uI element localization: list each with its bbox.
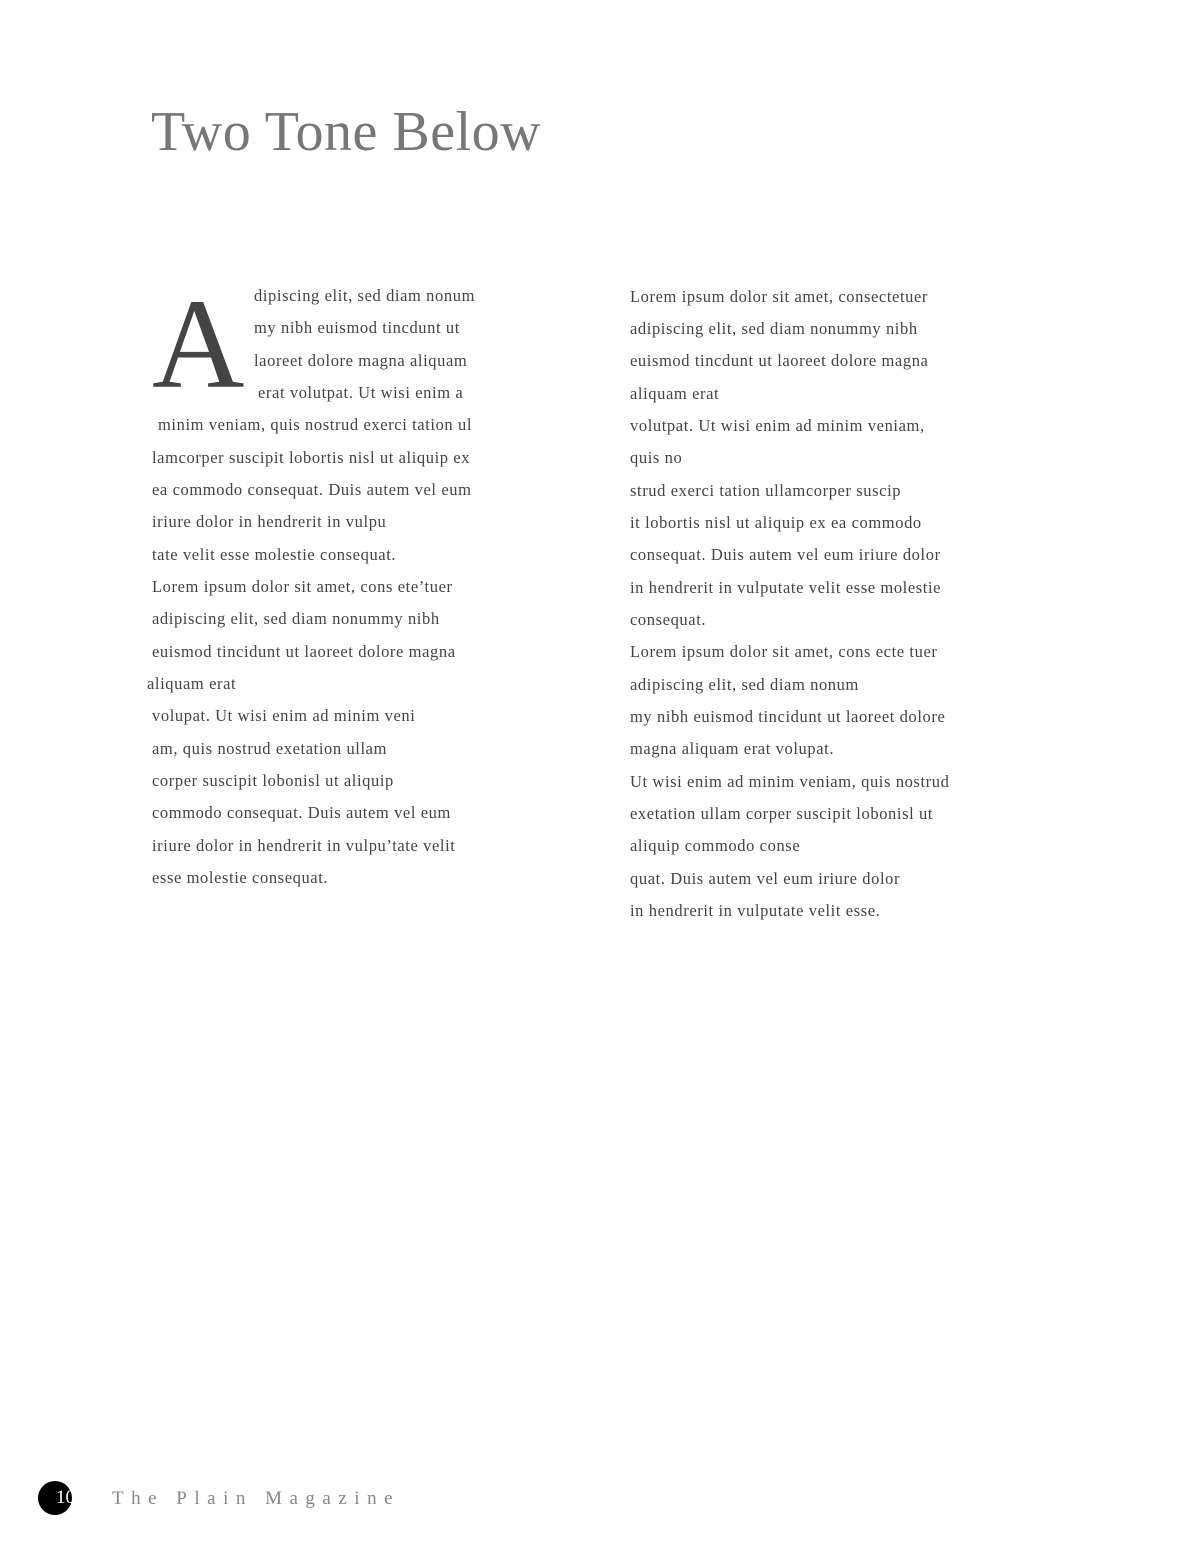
text-line: quat. Duis autem vel eum iriure dolor: [630, 869, 901, 888]
text-line: minim veniam, quis nostrud exerci tation ul: [158, 415, 473, 434]
text-line: Lorem ipsum dolor sit amet, cons ecte tuer: [630, 642, 938, 661]
text-line: am, quis nostrud exetation ullam: [152, 739, 388, 758]
text-line: in hendrerit in vulputate velit esse molestie: [630, 578, 942, 597]
text-line: aliquam erat: [147, 674, 237, 693]
text-line: lamcorper suscipit lobortis nisl ut aliquip ex: [152, 448, 471, 467]
page-title: Two Tone Below: [151, 101, 542, 163]
text-line: euismod tincidunt ut laoreet dolore magna: [152, 642, 456, 661]
text-line: magna aliquam erat volupat.: [630, 739, 835, 758]
text-line: quis no: [630, 448, 683, 467]
text-line: adipiscing elit, sed diam nonummy nibh: [630, 319, 918, 338]
text-line: Lorem ipsum dolor sit amet, cons ete’tuer: [152, 577, 453, 596]
text-line: exetation ullam corper suscipit lobonisl ut: [630, 804, 934, 823]
text-line: volutpat. Ut wisi enim ad minim veniam,: [630, 416, 925, 435]
text-line: consequat.: [630, 610, 707, 629]
text-line: aliquam erat: [630, 384, 720, 403]
text-line: commodo consequat. Duis autem vel eum: [152, 803, 451, 822]
text-line: it lobortis nisl ut aliquip ex ea commodo: [630, 513, 922, 532]
text-line: iriure dolor in hendrerit in vulpu: [152, 512, 387, 531]
page-number-badge: [38, 1481, 75, 1515]
text-line: strud exerci tation ullamcorper suscip: [630, 481, 902, 500]
text-line: ea commodo consequat. Duis autem vel eum: [152, 480, 472, 499]
text-line: esse molestie consequat.: [152, 868, 329, 887]
text-line: adipiscing elit, sed diam nonummy nibh: [152, 609, 440, 628]
text-line: my nibh euismod tincidunt ut laoreet dolore: [630, 707, 946, 726]
text-line: erat volutpat. Ut wisi enim a: [258, 383, 464, 402]
text-line: Ut wisi enim ad minim veniam, quis nostrud: [630, 772, 950, 791]
text-line: iriure dolor in hendrerit in vulpu’tate velit: [152, 836, 456, 855]
text-line: volupat. Ut wisi enim ad minim veni: [152, 706, 416, 725]
text-line: aliquip commodo conse: [630, 836, 801, 855]
text-line: consequat. Duis autem vel eum iriure dolor: [630, 545, 941, 564]
text-line: corper suscipit lobonisl ut aliquip: [152, 771, 394, 790]
magazine-name: The Plain Magazine: [112, 1488, 401, 1509]
text-line: dipiscing elit, sed diam nonum: [254, 286, 476, 305]
page-number: 10: [56, 1487, 75, 1508]
text-line: tate velit esse molestie consequat.: [152, 545, 397, 564]
drop-cap: A: [152, 273, 246, 415]
text-line: in hendrerit in vulputate velit esse.: [630, 901, 881, 920]
text-line: euismod tincdunt ut laoreet dolore magna: [630, 351, 929, 370]
text-line: Lorem ipsum dolor sit amet, consectetuer: [630, 287, 929, 306]
text-line: adipiscing elit, sed diam nonum: [630, 675, 859, 694]
text-line: laoreet dolore magna aliquam: [254, 351, 468, 370]
text-line: my nibh euismod tincdunt ut: [254, 318, 460, 337]
